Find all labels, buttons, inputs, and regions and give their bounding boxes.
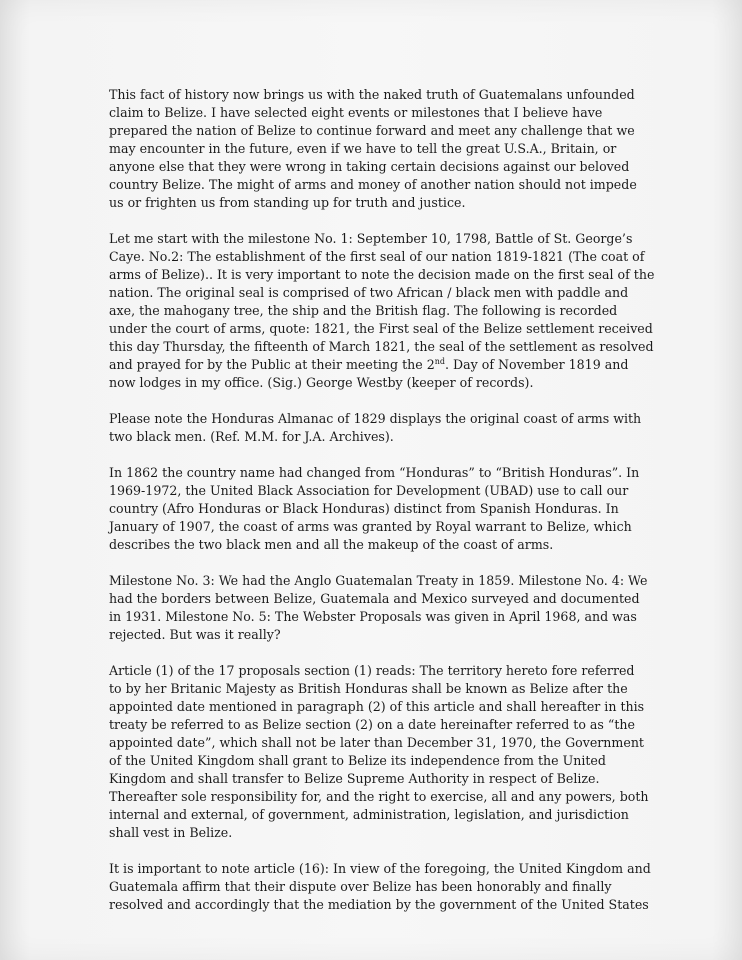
text-line: internal and external, of government, administration, legislation, and jurisdiction bbox=[109, 807, 629, 822]
paragraph-6 bbox=[109, 662, 649, 842]
text-fragment: . Day of November 1819 and bbox=[445, 357, 629, 372]
text-line: It is important to note article (16): In view of the foregoing, the United Kingdom and bbox=[109, 861, 651, 876]
text-line: appointed date mentioned in paragraph (2) of this article and shall hereafter in this bbox=[109, 699, 645, 714]
text-line: In 1862 the country name had changed from “Honduras” to “British Honduras”. In bbox=[109, 465, 640, 480]
paragraph-1 bbox=[109, 86, 644, 212]
text-line: describes the two black men and all the makeup of the coast of arms. bbox=[109, 537, 554, 552]
text-line: Milestone No. 3: We had the Anglo Guatemalan Treaty in 1859. Milestone No. 4: We bbox=[109, 573, 648, 588]
paragraph-7 bbox=[109, 860, 651, 914]
text-line: arms of Belize).. It is very important to note the decision made on the first seal of the bbox=[109, 267, 655, 282]
text-line: of the United Kingdom shall grant to Belize its independence from the United bbox=[109, 753, 606, 768]
text-line: 1969-1972, the United Black Association for Development (UBAD) use to call our bbox=[109, 483, 629, 498]
text-line: resolved and accordingly that the mediation by the government of the United States bbox=[109, 897, 649, 912]
text-line: Caye. No.2: The establishment of the first seal of our nation 1819-1821 (The coat of bbox=[109, 249, 645, 264]
paragraph-4 bbox=[109, 464, 644, 554]
text-line: rejected. But was it really? bbox=[109, 627, 281, 642]
text-line: may encounter in the future, even if we have to tell the great U.S.A., Britain, or bbox=[109, 141, 617, 156]
ordinal-superscript: nd bbox=[434, 356, 446, 366]
paragraph-3 bbox=[109, 410, 644, 446]
text-line: country (Afro Honduras or Black Honduras) distinct from Spanish Honduras. In bbox=[109, 501, 619, 516]
text-line: claim to Belize. I have selected eight events or milestones that I believe have bbox=[109, 105, 603, 120]
text-line: to by her Britanic Majesty as British Honduras shall be known as Belize after the bbox=[109, 681, 628, 696]
text-line: Article (1) of the 17 proposals section (1) reads: The territory hereto fore referred bbox=[109, 663, 635, 678]
text-line: shall vest in Belize. bbox=[109, 825, 233, 840]
document-body bbox=[109, 86, 655, 932]
text-line: nation. The original seal is comprised of two African / black men with paddle and bbox=[109, 285, 629, 300]
text-line: in 1931. Milestone No. 5: The Webster Proposals was given in April 1968, and was bbox=[109, 609, 637, 624]
text-line: January of 1907, the coast of arms was granted by Royal warrant to Belize, which bbox=[109, 519, 632, 534]
text-line: us or frighten us from standing up for truth and justice. bbox=[109, 195, 466, 210]
text-line: Thereafter sole responsibility for, and the right to exercise, all and any powers, both bbox=[109, 789, 649, 804]
paragraph-2 bbox=[109, 230, 655, 392]
text-line: This fact of history now brings us with the naked truth of Guatemalans unfounded bbox=[109, 87, 635, 102]
text-line: Please note the Honduras Almanac of 1829 displays the original coast of arms with bbox=[109, 411, 642, 426]
text-line-with-superscript bbox=[109, 356, 644, 374]
text-line: axe, the mahogany tree, the ship and the British flag. The following is recorded bbox=[109, 303, 618, 318]
text-line: Let me start with the milestone No. 1: September 10, 1798, Battle of St. George’s bbox=[109, 231, 633, 246]
text-line: now lodges in my office. (Sig.) George Westby (keeper of records). bbox=[109, 375, 534, 390]
paragraph-5 bbox=[109, 572, 648, 644]
text-fragment: and prayed for by the Public at their meeting the 2 bbox=[109, 357, 435, 372]
text-line: had the borders between Belize, Guatemala and Mexico surveyed and documented bbox=[109, 591, 640, 606]
text-line: under the court of arms, quote: 1821, the First seal of the Belize settlement received bbox=[109, 321, 653, 336]
text-line: two black men. (Ref. M.M. for J.A. Archives). bbox=[109, 429, 394, 444]
text-line: Guatemala affirm that their dispute over Belize has been honorably and finally bbox=[109, 879, 612, 894]
text-line: anyone else that they were wrong in taking certain decisions against our beloved bbox=[109, 159, 630, 174]
text-line: prepared the nation of Belize to continue forward and meet any challenge that we bbox=[109, 123, 635, 138]
text-line: country Belize. The might of arms and money of another nation should not impede bbox=[109, 177, 637, 192]
text-line: this day Thursday, the fifteenth of March 1821, the seal of the settlement as resolved bbox=[109, 339, 654, 354]
text-line: treaty be referred to as Belize section (2) on a date hereinafter referred to as “the bbox=[109, 717, 635, 732]
text-line: appointed date”, which shall not be later than December 31, 1970, the Government bbox=[109, 735, 644, 750]
text-line: Kingdom and shall transfer to Belize Supreme Authority in respect of Belize. bbox=[109, 771, 600, 786]
